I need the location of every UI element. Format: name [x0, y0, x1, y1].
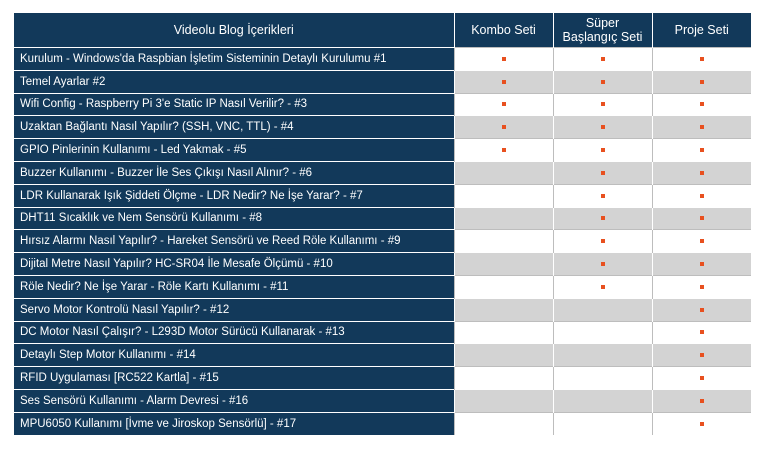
cell-proje [652, 161, 751, 184]
row-title: LDR Kullanarak Işık Şiddeti Ölçme - LDR Nedir? Ne İşe Yarar? - #7 [14, 184, 454, 207]
table-row [14, 321, 751, 344]
cell-proje [652, 184, 751, 207]
included-marker-icon [700, 399, 704, 403]
row-title: Temel Ayarlar #2 [14, 70, 454, 93]
content-comparison-table [14, 13, 751, 435]
cell-kombo [454, 93, 553, 116]
cell-proje [652, 116, 751, 139]
cell-kombo [454, 184, 553, 207]
included-marker-icon [700, 57, 704, 61]
cell-kombo [454, 161, 553, 184]
cell-kombo [454, 48, 553, 71]
included-marker-icon [601, 125, 605, 129]
cell-super [553, 389, 652, 412]
row-title: Röle Nedir? Ne İşe Yarar - Röle Kartı Kullanımı - #11 [14, 275, 454, 298]
table-row [14, 253, 751, 276]
cell-proje [652, 298, 751, 321]
cell-super [553, 207, 652, 230]
included-marker-icon [700, 102, 704, 106]
cell-super [553, 253, 652, 276]
cell-super [553, 230, 652, 253]
cell-proje [652, 412, 751, 434]
cell-proje [652, 230, 751, 253]
cell-proje [652, 48, 751, 71]
row-title: MPU6050 Kullanımı [İvme ve Jiroskop Sensörlü] - #17 [14, 412, 454, 434]
included-marker-icon [601, 148, 605, 152]
table-row [14, 184, 751, 207]
content-comparison-table-wrapper [14, 13, 751, 435]
cell-super [553, 298, 652, 321]
table-row [14, 48, 751, 71]
cell-super [553, 48, 652, 71]
cell-super [553, 412, 652, 434]
included-marker-icon [601, 171, 605, 175]
included-marker-icon [502, 102, 506, 106]
cell-super [553, 70, 652, 93]
cell-super [553, 275, 652, 298]
included-marker-icon [700, 171, 704, 175]
row-title: Hırsız Alarmı Nasıl Yapılır? - Hareket Sensörü ve Reed Röle Kullanımı - #9 [14, 230, 454, 253]
included-marker-icon [700, 262, 704, 266]
cell-super [553, 161, 652, 184]
table-row [14, 389, 751, 412]
table-row [14, 139, 751, 162]
cell-kombo [454, 389, 553, 412]
included-marker-icon [700, 285, 704, 289]
table-row [14, 161, 751, 184]
included-marker-icon [700, 125, 704, 129]
included-marker-icon [700, 216, 704, 220]
cell-proje [652, 70, 751, 93]
cell-kombo [454, 70, 553, 93]
cell-super [553, 321, 652, 344]
table-row [14, 207, 751, 230]
cell-kombo [454, 344, 553, 367]
row-title: Detaylı Step Motor Kullanımı - #14 [14, 344, 454, 367]
row-title: RFID Uygulaması [RC522 Kartla] - #15 [14, 367, 454, 390]
cell-kombo [454, 139, 553, 162]
header-super-line2: Başlangıç Seti [562, 30, 643, 44]
included-marker-icon [601, 262, 605, 266]
cell-super [553, 93, 652, 116]
row-title: Uzaktan Bağlantı Nasıl Yapılır? (SSH, VNC, TTL) - #4 [14, 116, 454, 139]
included-marker-icon [502, 148, 506, 152]
included-marker-icon [700, 194, 704, 198]
row-title: Buzzer Kullanımı - Buzzer İle Ses Çıkışı Nasıl Alınır? - #6 [14, 161, 454, 184]
cell-kombo [454, 367, 553, 390]
included-marker-icon [601, 80, 605, 84]
cell-kombo [454, 275, 553, 298]
table-row [14, 93, 751, 116]
table-body [14, 48, 751, 435]
cell-kombo [454, 253, 553, 276]
cell-proje [652, 93, 751, 116]
table-header-row [14, 13, 751, 48]
table-row [14, 70, 751, 93]
included-marker-icon [700, 422, 704, 426]
row-title: Dijital Metre Nasıl Yapılır? HC-SR04 İle Mesafe Ölçümü - #10 [14, 253, 454, 276]
table-row [14, 298, 751, 321]
table-row [14, 412, 751, 434]
cell-proje [652, 367, 751, 390]
cell-proje [652, 321, 751, 344]
row-title: DHT11 Sıcaklık ve Nem Sensörü Kullanımı - #8 [14, 207, 454, 230]
cell-super [553, 116, 652, 139]
row-title: Servo Motor Kontrolü Nasıl Yapılır? - #12 [14, 298, 454, 321]
included-marker-icon [700, 330, 704, 334]
cell-kombo [454, 116, 553, 139]
row-title: Wifi Config - Raspberry Pi 3'e Static IP Nasıl Verilir? - #3 [14, 93, 454, 116]
included-marker-icon [502, 125, 506, 129]
included-marker-icon [601, 194, 605, 198]
included-marker-icon [601, 102, 605, 106]
cell-proje [652, 207, 751, 230]
table-row [14, 116, 751, 139]
cell-proje [652, 275, 751, 298]
cell-super [553, 367, 652, 390]
cell-kombo [454, 412, 553, 434]
row-title: Ses Sensörü Kullanımı - Alarm Devresi - #16 [14, 389, 454, 412]
table-row [14, 344, 751, 367]
cell-super [553, 184, 652, 207]
cell-proje [652, 253, 751, 276]
included-marker-icon [502, 57, 506, 61]
included-marker-icon [502, 80, 506, 84]
cell-kombo [454, 298, 553, 321]
row-title: DC Motor Nasıl Çalışır? - L293D Motor Sürücü Kullanarak - #13 [14, 321, 454, 344]
cell-proje [652, 344, 751, 367]
cell-super [553, 139, 652, 162]
header-blog-contents: Videolu Blog İçerikleri [14, 13, 454, 48]
header-kombo-set: Kombo Seti [454, 13, 553, 48]
included-marker-icon [700, 353, 704, 357]
row-title: Kurulum - Windows'da Raspbian İşletim Sisteminin Detaylı Kurulumu #1 [14, 48, 454, 71]
included-marker-icon [700, 239, 704, 243]
included-marker-icon [601, 216, 605, 220]
cell-kombo [454, 321, 553, 344]
included-marker-icon [700, 376, 704, 380]
header-super-starter-set [553, 13, 652, 48]
table-row [14, 230, 751, 253]
table-row [14, 275, 751, 298]
cell-super [553, 344, 652, 367]
header-super-line1: Süper [585, 16, 620, 30]
included-marker-icon [700, 148, 704, 152]
cell-kombo [454, 207, 553, 230]
cell-proje [652, 139, 751, 162]
row-title: GPIO Pinlerinin Kullanımı - Led Yakmak - #5 [14, 139, 454, 162]
included-marker-icon [700, 80, 704, 84]
included-marker-icon [601, 57, 605, 61]
included-marker-icon [601, 285, 605, 289]
included-marker-icon [601, 239, 605, 243]
included-marker-icon [700, 308, 704, 312]
cell-proje [652, 389, 751, 412]
cell-kombo [454, 230, 553, 253]
header-project-set: Proje Seti [652, 13, 751, 48]
table-row [14, 367, 751, 390]
